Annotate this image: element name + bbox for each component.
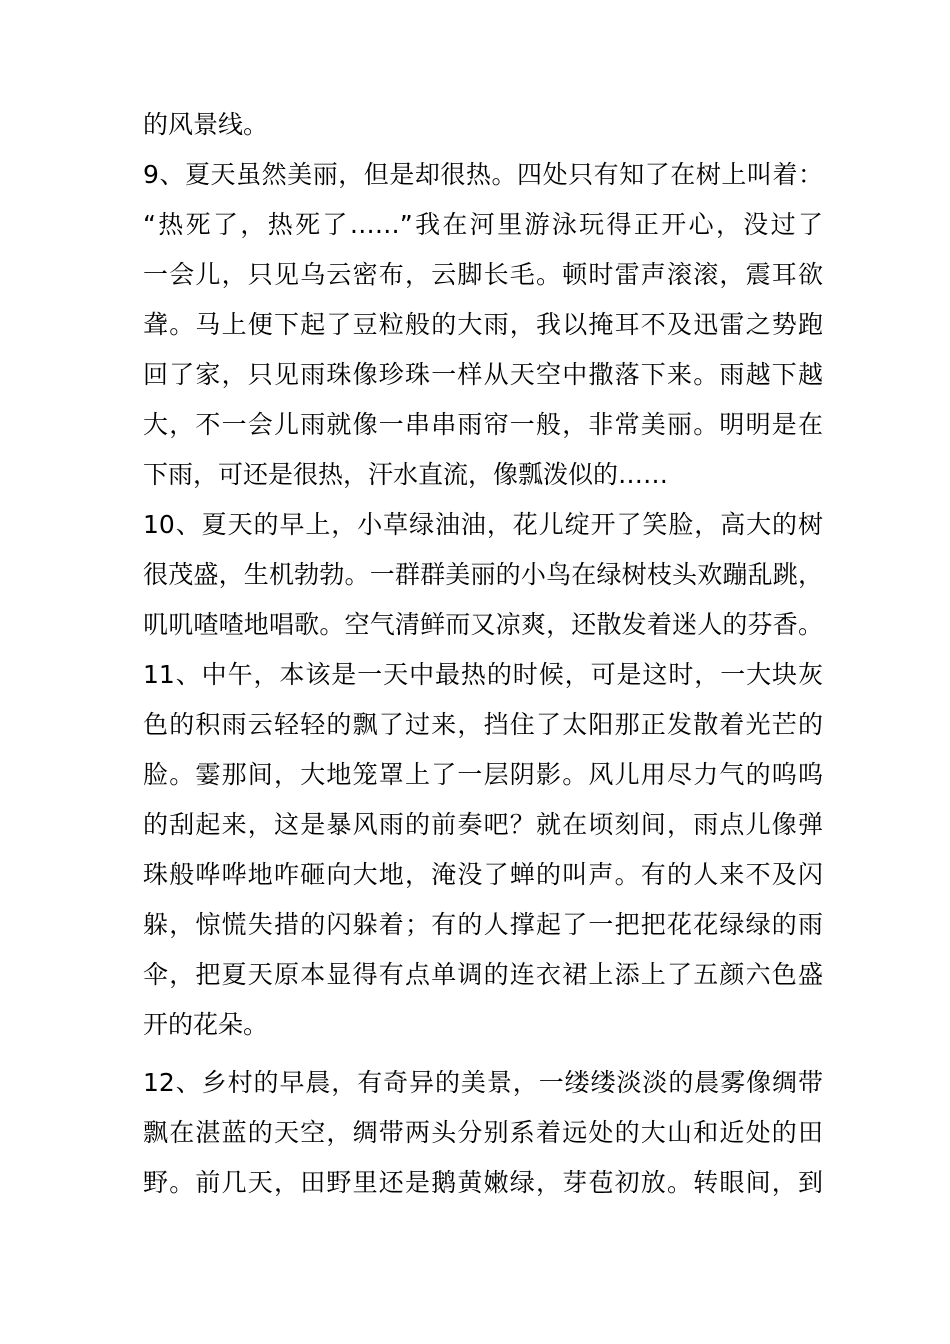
text-line: 10、夏天的早上，小草绿油油，花儿绽开了笑脸，高大的树: [143, 510, 823, 539]
text-line: 聋。马上便下起了豆粒般的大雨，我以掩耳不及迅雷之势跑: [143, 310, 823, 339]
text-line: 的刮起来，这是暴风雨的前奏吧？就在顷刻间，雨点儿像弹: [143, 810, 823, 839]
text-line: 大，不一会儿雨就像一串串雨帘一般，非常美丽。明明是在: [143, 410, 823, 439]
paragraph-spacer: [143, 1050, 823, 1058]
text-line: 野。前几天，田野里还是鹅黄嫩绿，芽苞初放。转眼间，到: [143, 1168, 823, 1197]
text-line: 开的花朵。: [143, 1010, 269, 1039]
text-line: 脸。霎那间，大地笼罩上了一层阴影。风儿用尽力气的呜呜: [143, 760, 823, 789]
text-line: 11、中午，本该是一天中最热的时候，可是这时，一大块灰: [143, 660, 823, 689]
text-line: 的风景线。: [143, 110, 269, 139]
text-line: 很茂盛，生机勃勃。一群群美丽的小鸟在绿树枝头欢蹦乱跳，: [143, 560, 823, 589]
text-line: 一会儿，只见乌云密布，云脚长毛。顿时雷声滚滚，震耳欲: [143, 260, 823, 289]
text-line: 飘在湛蓝的天空，绸带两头分别系着远处的大山和近处的田: [143, 1118, 823, 1147]
text-line: “热死了，热死了……”我在河里游泳玩得正开心，没过了: [143, 210, 823, 239]
text-line: 9、夏天虽然美丽，但是却很热。四处只有知了在树上叫着：: [143, 160, 823, 189]
text-line: 叽叽喳喳地唱歌。空气清鲜而又凉爽，还散发着迷人的芬香。: [143, 610, 823, 639]
document-body: [143, 100, 823, 1208]
text-line: 回了家，只见雨珠像珍珠一样从天空中撒落下来。雨越下越: [143, 360, 823, 389]
text-line: 伞，把夏天原本显得有点单调的连衣裙上添上了五颜六色盛: [143, 960, 823, 989]
text-line: 珠般哗哗地咋砸向大地，淹没了蝉的叫声。有的人来不及闪: [143, 860, 823, 889]
text-line: 12、乡村的早晨，有奇异的美景，一缕缕淡淡的晨雾像绸带: [143, 1068, 823, 1097]
text-line: 躲，惊慌失措的闪躲着；有的人撑起了一把把花花绿绿的雨: [143, 910, 823, 939]
text-line: 色的积雨云轻轻的飘了过来，挡住了太阳那正发散着光芒的: [143, 710, 823, 739]
text-line: 下雨，可还是很热，汗水直流，像瓢泼似的……: [143, 460, 669, 489]
